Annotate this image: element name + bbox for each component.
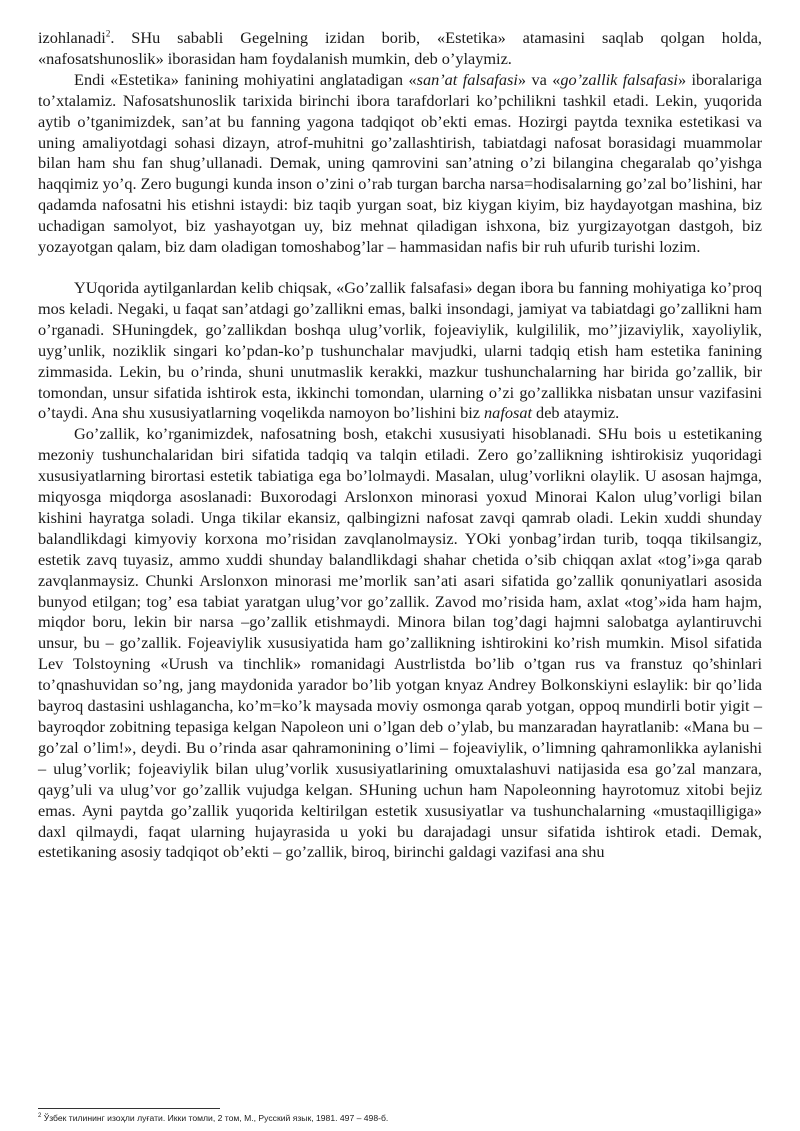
p3-text-a: YUqorida aytilganlardan kelib chiqsak, «Go’zallik falsafasi» degan ibora bu fanning mohiyatiga ko’proq mos keladi. Negaki, u faqat san’atdagi go’zallikni emas, balki insondagi, jamiyat va tabiatdagi go’zallikni ham o’rganadi. SHuningdek, go’zallikdan boshqa ulug’vorlik, fojeaviylik, kulgililik, mo’’jizaviylik, xayoliylik, uyg’unlik, noziklik singari ko’pdan-ko’p tushunchalar mavjudki, ularni tadqiq etish ham estetika fanining zimmasida. Lekin, bu o’rinda, shuni unutmaslik kerakki, mazkur tushunchalarning har birida go’zallik, bir tomondan, unsur sifatida ishtirok esta, ikkinchi tomondan, ularning o’zi go’zallikka nisbatan unsur vazifasini o’taydi. Ana shu xususiyatlarning voqelikda namoyon bo’lishini biz bbox=[38, 277, 762, 423]
p3-emphasis-nafosat: nafosat bbox=[484, 403, 532, 423]
paragraph-2 bbox=[38, 70, 762, 258]
p1-text: izohlanadi bbox=[38, 28, 106, 47]
footnote bbox=[38, 1113, 762, 1124]
p2-emphasis-beauty-philosophy: go’zallik falsafasi bbox=[560, 69, 678, 89]
paragraph-1 bbox=[38, 28, 762, 70]
p2-text-c: » iboralariga to’xtalamiz. Nafosatshunoslik tarixida birinchi ibora tarafdorlari ko’pchilikni tashkil etadi. Lekin, yuqorida aytib o’tganimizdek, san’at bu fanning yagona tadqiqot ob’ekti emas. Hozirgi paytda texnika estetikasi va uning amaliyotdagi sohasi dizayn, atrof-muhitni go’zallashtirish, tabiatdagi nafosat borasidagi muammolar bilan ham shu fan shug’ullanadi. Demak, uning qamrovini san’atning o’zi bilangina chegaralab qo’yishga haqqimiz yo’q. Zero bugungi kunda inson o’zini o’rab turgan barcha narsa=hodisalarning go’zal bo’lishini, har qadamda nafosatni his etishni istaydi: biz taqib yurgan soat, biz kiygan kiyim, biz haydayotgan mashina, biz uchadigan samolyot, biz yashayotgan uy, biz mehnat qiladigan ishxona, biz yurgizayotgan dastgoh, biz yozayotgan qalam, biz dam oladigan tomoshabog’lar – hammasidan nafis bir ruh ufurib turishi lozim. bbox=[38, 69, 762, 257]
document-body bbox=[38, 28, 762, 863]
footnote-mark: 2 bbox=[38, 1113, 42, 1120]
p3-text-b: deb ataymiz. bbox=[531, 403, 620, 423]
footnote-divider bbox=[38, 1108, 220, 1109]
footnote-text: Ўзбек тилининг изоҳли луғати. Икки томли, 2 том, М., Русский язык, 1981. 497 – 498-б. bbox=[41, 1113, 389, 1123]
p2-emphasis-art-philosophy: san’at falsafasi bbox=[416, 69, 518, 89]
footnote-reference[interactable]: 2 bbox=[105, 28, 111, 39]
p2-text-a: Endi «Estetika» fanining mohiyatini anglatadigan « bbox=[74, 69, 417, 89]
paragraph-3 bbox=[38, 278, 762, 424]
p2-text-b: » va « bbox=[517, 69, 561, 89]
paragraph-4: Go’zallik, ko’rganimizdek, nafosatning bosh, etakchi xususiyati hisoblanadi. SHu bois u estetikaning mezoniy tushunchalaridan biri sifatida tadqiq va talqin etiladi. Zero go’zallikning ishtirokisiz yuqoridagi xususiyatlarning birortasi estetik tabiatiga ega bo’lolmaydi. Masalan, ulug’vorlikni olaylik. U asosan hajmga, miqyosga miqdorga asoslanadi: Buxorodagi Arslonxon minorasi yoxud Minorai Kalon ulug’vorligi bilan kishini hayratga soladi. Unga tikilar ekansiz, qalbingizni nafosat zavqi qamrab oladi. Lekin xuddi shunday balandlikdagi kimyoviy korxona mo’risidan zavqlanolmaysiz. YOki yonbag’irdan turib, toqqa tikilsangiz, estetik zavq tuyasiz, ammo xuddi shunday balandlikdagi shahar chetida o’sib chiqqan axlat «tog’i»ga qarab zavqlanmaysiz. Chunki Arslonxon minorasi me’morlik san’ati asari sifatida go’zallik qonuniyatlari asosida bunyod etilgan; tog’ esa tabiat yaratgan ulug’vor go’zallik. Zavod mo’risida ham, axlat «tog’»ida ham hajm, miqdor boru, lekin bir narsa –go’zallik etishmaydi. Minora bilan tog’dagi hajmni salobatga aylantiruvchi unsur, bu – go’zallik. Fojeaviylik xususiyatida ham go’zallikning ishtirokini ko’rish mumkin. Misol sifatida Lev Tolstoyning «Urush va tinchlik» romanidagi Austrlistda bo’lib o’tgan rus va franstuz qo’shinlari to’qnashuvidan so’ng, jang maydonida yarador bo’lib yotgan knyaz Andrey Bolkonskiyni eslaylik: bir qo’lida bayroq dastasini ushlagancha, ko’m=ko’k maysada moviy osmonga qarab yotgan, oppoq mundirli botir yigit – bayroqdor zobitning tepasiga kelgan Napoleon uni o’lgan deb o’ylab, bu manzaradan hayratlanib: «Mana bu – go’zal o’lim!», deydi. Bu o’rinda asar qahramonining o’limi – fojeaviylik, o’limning qahramonlikka aylanishi – ulug’vorlik; fojeaviylik bilan ulug’vorlik xususiyatlarining omuxtalashuvi natijasida esa go’zal manzara, qayg’uli va ulug’vor go’zallik vujudga kelgan. SHuning uchun ham Napoleonning hayrotomuz xitobi bejiz emas. Ayni paytda go’zallik yuqorida keltirilgan estetik xususiyatlar va tushunchalarning «mustaqilligiga» daxl qilmaydi, faqat ularning hujayrasida u yoki bu darajadagi unsur sifatida ishtirok etadi. Demak, estetikaning asosiy tadqiqot ob’ekti – go’zallik, biroq, birinchi galdagi vazifasi ana shu bbox=[38, 424, 762, 862]
p1-text-cont: . SHu sababli Gegelning izidan borib, «Estetika» atamasini saqlab qolgan holda, «nafosatshunoslik» iborasidan ham foydalanish mumkin, deb o’ylaymiz. bbox=[38, 28, 762, 68]
